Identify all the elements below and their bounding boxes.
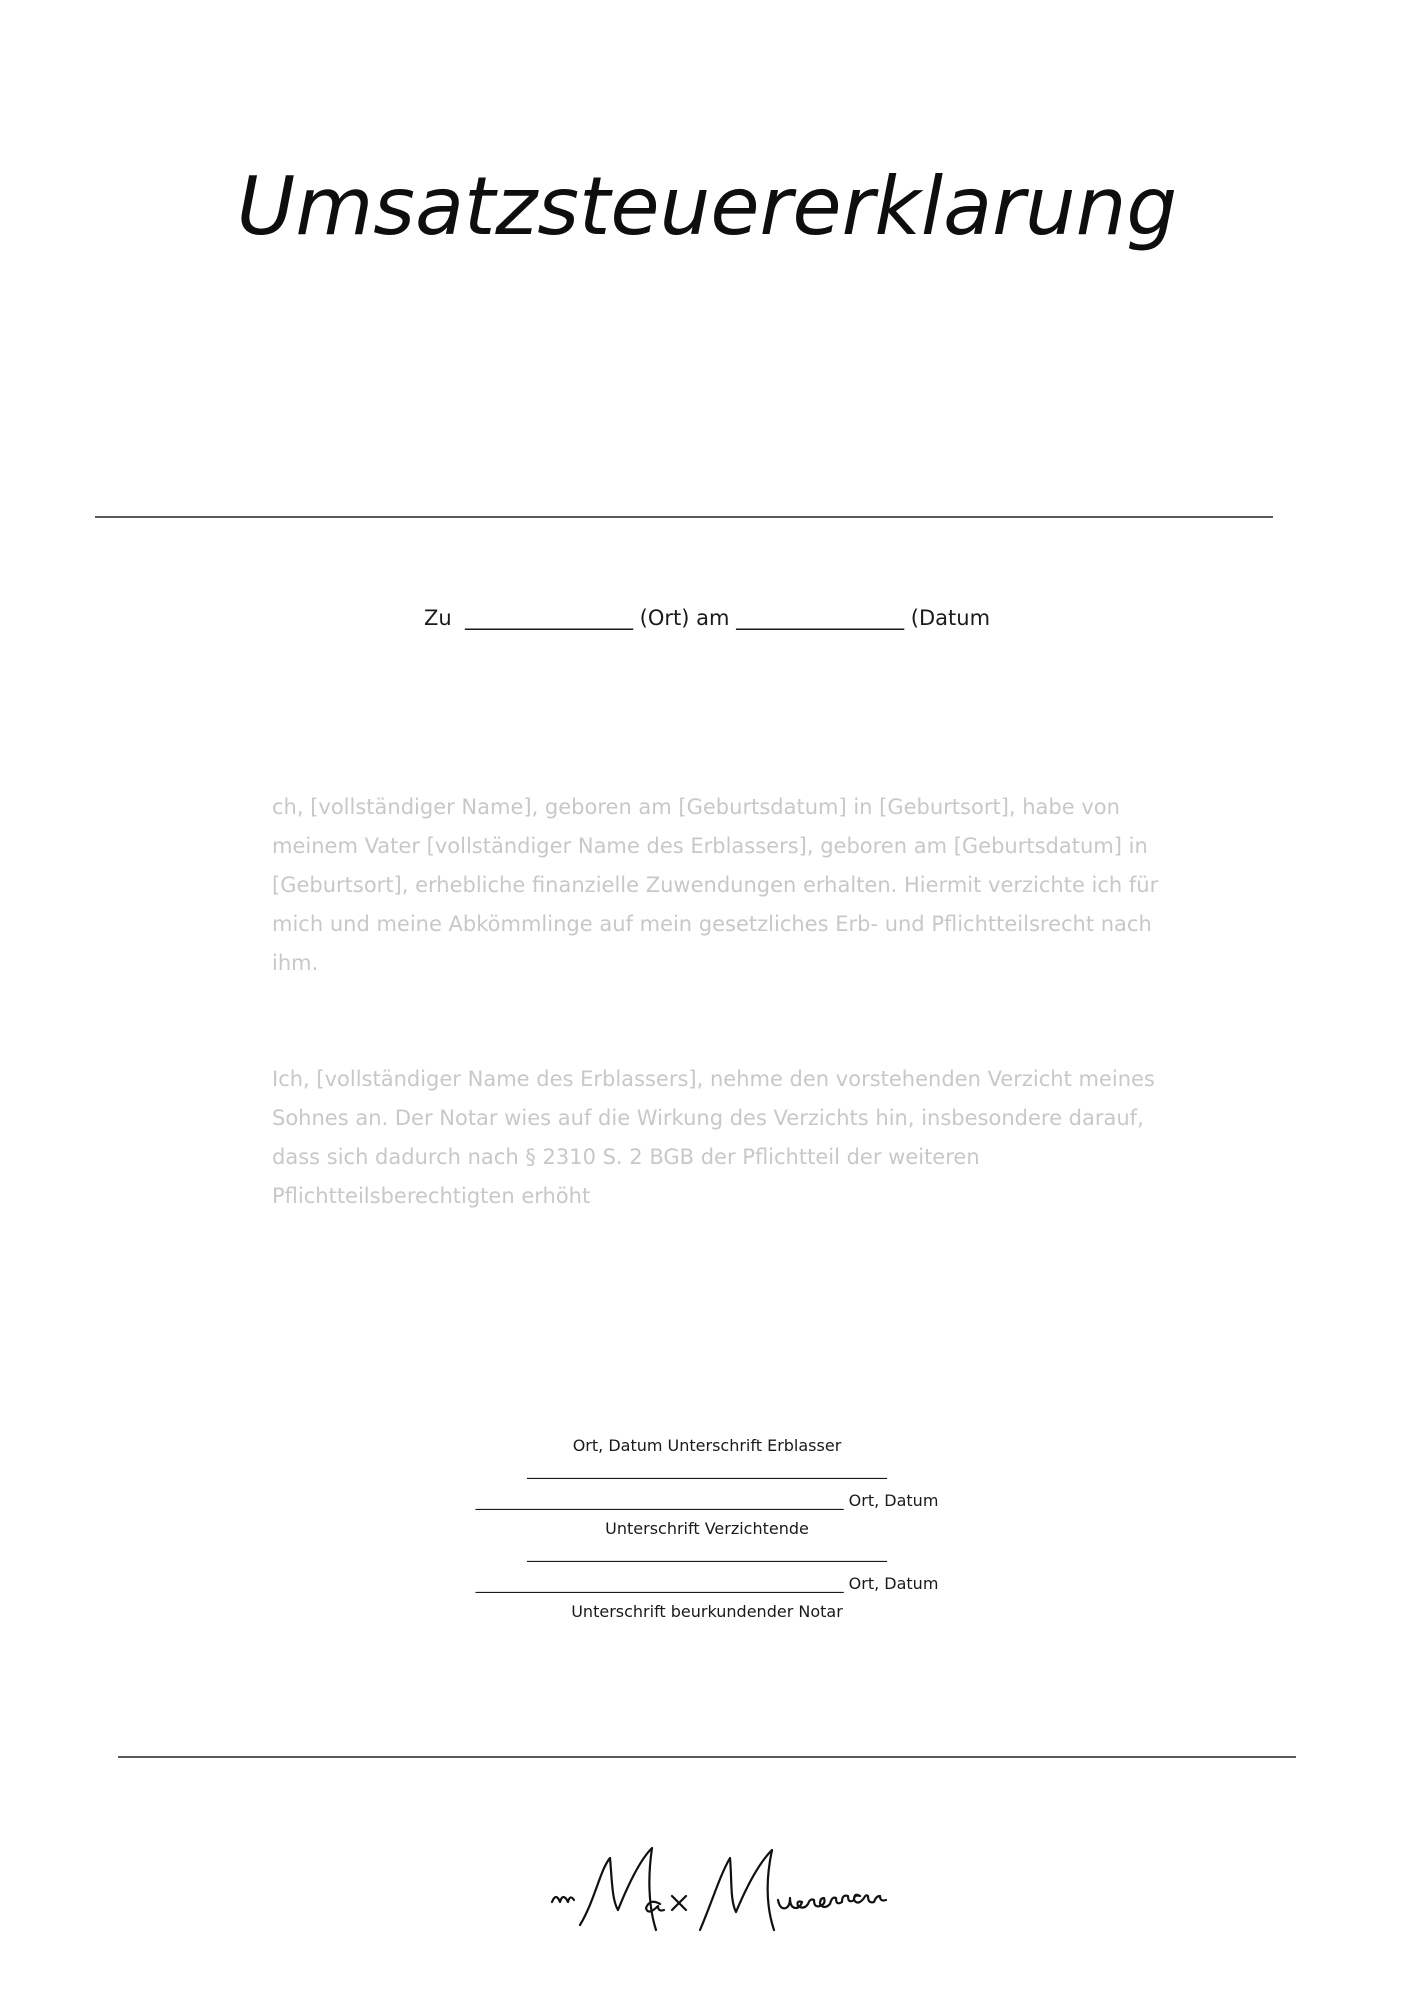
top-divider: [95, 516, 1273, 518]
declaration-paragraph: ch, [vollständiger Name], geboren am [Geburtsdatum] in [Geburtsort], habe von meinem Vater [vollständiger Name des Erblassers], geboren am [Geburtsdatum] in [Geburtsort], erhebliche finanzielle Zuwendungen erhalten. Hiermit verzichte ich für mich und meine Abkömmlinge auf mein gesetzliches Erb- und Pflichtteilsrecht nach ihm.: [272, 795, 1159, 975]
signature-line: _____________________________________________: [527, 1460, 887, 1479]
signature-caption-notar: Unterschrift beurkundender Notar: [571, 1602, 843, 1621]
signature-caption-erblasser: Ort, Datum Unterschrift Erblasser: [572, 1436, 842, 1455]
bottom-divider: [118, 1756, 1296, 1758]
place-date-line: Zu ________________ (Ort) am ________________ (Datum: [423, 606, 991, 630]
signature-caption-verzichtende: Unterschrift Verzichtende: [605, 1519, 809, 1538]
signature-line-with-place-date: ______________________________________________ Ort, Datum: [475, 1491, 939, 1510]
acceptance-paragraph: Ich, [vollständiger Name des Erblassers], nehme den vorstehenden Verzicht meines Sohnes an. Der Notar wies auf die Wirkung des Verzichts hin, insbesondere darauf, dass sich dadurch nach § 2310 S. 2 BGB der Pflichtteil der weiteren Pflichtteilsberechtigten erhöht: [272, 1067, 1155, 1208]
signature-line: _____________________________________________: [527, 1543, 887, 1562]
document-title: Umsatzsteuererklarung: [236, 160, 1178, 253]
signature-line-with-place-date: ______________________________________________ Ort, Datum: [475, 1574, 939, 1593]
handwritten-signature: [540, 1830, 920, 1950]
